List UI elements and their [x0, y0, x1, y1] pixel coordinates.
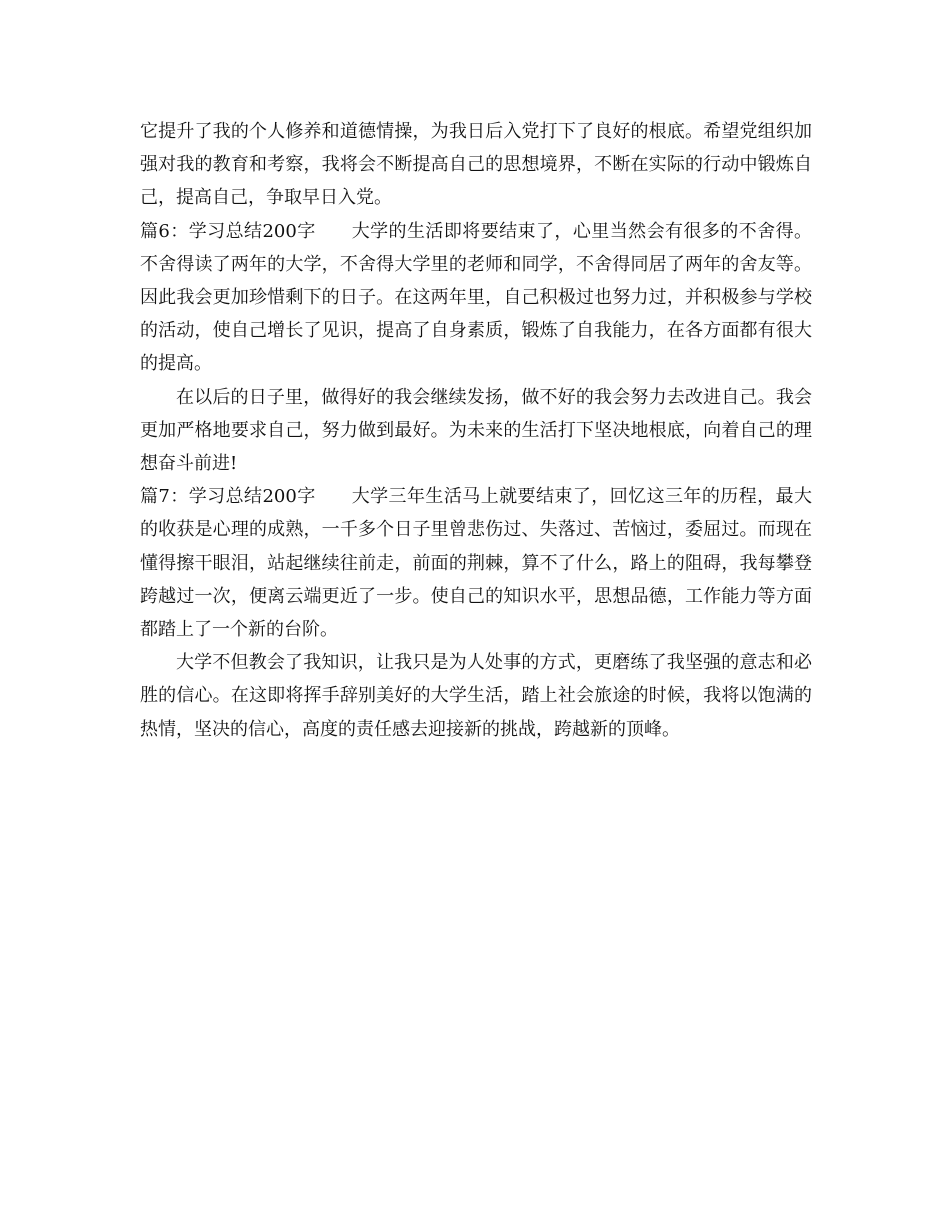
section-7-text: 大学三年生活马上就要结束了，回忆这三年的历程，最大的收获是心理的成熟，一千多个日子里曾悲伤过、失落过、苦恼过，委屈过。而现在懂得擦干眼泪，站起继续往前走，前面的荆棘，算不了什么，路上的阻碍，我每攀登跨越过一次，便离云端更近了一步。使自己的知识水平，思想品德，工作能力等方面都踏上了一个新的台阶。 [140, 486, 813, 641]
section-7-heading: 篇7：学习总结200字 [140, 486, 316, 508]
section-6-heading: 篇6：学习总结200字 [140, 220, 316, 242]
document-body [140, 115, 812, 746]
section-7-paragraph-2: 大学不但教会了我知识，让我只是为人处事的方式，更磨练了我坚强的意志和必胜的信心。在这即将挥手辞别美好的大学生活，踏上社会旅途的时候，我将以饱满的热情，坚决的信心，高度的责任感去迎接新的挑战，跨越新的顶峰。 [140, 652, 812, 740]
paragraph-continuation: 它提升了我的个人修养和道德情操，为我日后入党打下了良好的根底。希望党组织加强对我的教育和考察，我将会不断提高自己的思想境界，不断在实际的行动中锻炼自己，提高自己，争取早日入党。 [140, 121, 812, 209]
section-6-paragraph-2: 在以后的日子里，做得好的我会继续发扬，做不好的我会努力去改进自己。我会更加严格地要求自己，努力做到最好。为未来的生活打下坚决地根底，向着自己的理想奋斗前进! [140, 386, 812, 475]
section-6-paragraph-1 [140, 215, 812, 381]
section-6-text: 大学的生活即将要结束了，心里当然会有很多的不舍得。不舍得读了两年的大学，不舍得大学里的老师和同学，不舍得同居了两年的舍友等。因此我会更加珍惜剩下的日子。在这两年里，自己积极过也努力过，并积极参与学校的活动，使自己增长了见识，提高了自身素质，锻炼了自我能力，在各方面都有很大的提高。 [140, 220, 813, 375]
section-7-paragraph-1 [140, 480, 812, 646]
